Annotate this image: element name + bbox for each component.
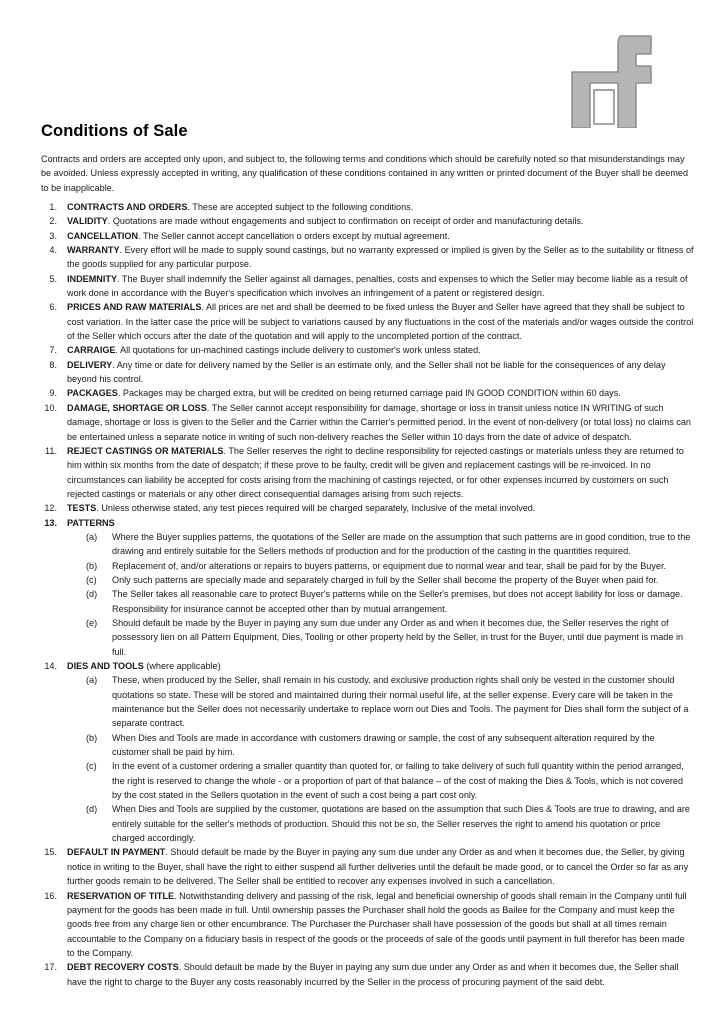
- df-monogram-icon: [566, 28, 658, 128]
- term-text: . Notwithstanding delivery and passing of the risk, legal and beneficial ownership of goods shall remain in the Company until full payment for the goods has been made in full. Until ownership passes the Purchaser shall hold the goods as Bailee for the Company and must keep the goods free from any charge lien or other encumbrance. The Purchaser the Purchaser shall have possession of the goods but shall at all times remain accountable to the Company on a fiduciary basis in respect of the goods or the proceeds of sale of the goods until payment in full therefor has been made to the Company.: [67, 890, 687, 958]
- term-subitem-letter: (d): [86, 589, 98, 600]
- term-text: . Should default be made by the Buyer in paying any sum due under any Order as and when it becomes due, the Seller shall have the right to charge to the Buyer any costs reasonably incurred by the Seller in the process of procuring payment of the said debt.: [67, 962, 679, 987]
- term-body: [67, 845, 694, 888]
- term-heading: DIES AND TOOLS: [67, 661, 144, 671]
- term-item: [41, 300, 694, 343]
- term-heading: CONTRACTS AND ORDERS: [67, 202, 188, 212]
- term-item: [41, 343, 694, 357]
- term-text: (where applicable): [143, 661, 221, 671]
- term-heading: PRICES AND RAW MATERIALS: [67, 302, 202, 313]
- term-subitem-letter: (b): [86, 560, 98, 571]
- term-body: [67, 229, 694, 243]
- term-body: [67, 200, 694, 214]
- term-item: [41, 200, 694, 214]
- term-number: 7.: [49, 345, 57, 356]
- term-subitem-letter: (e): [86, 617, 98, 628]
- term-item: [41, 889, 694, 961]
- page-title: Conditions of Sale: [41, 122, 188, 140]
- term-number: 13.: [44, 517, 57, 528]
- term-item: [41, 386, 694, 400]
- term-text: . Every effort will be made to supply sound castings, but no warranty expressed or implied is given by the Seller as to the suitability or fitness of the goods supplied for any particular purpose.: [67, 245, 694, 270]
- term-subitem-text: The Seller takes all reasonable care to protect Buyer's patterns while on the Seller's premises, but does not accept liability for loss or damage. Responsibility for insurance cannot be accepted other than by mutual arrangement.: [112, 589, 683, 614]
- term-number: 1.: [49, 202, 57, 212]
- term-number: 8.: [49, 359, 57, 370]
- term-subitem-letter: (a): [86, 531, 98, 542]
- term-item: [41, 229, 694, 243]
- term-subitem-letter: (b): [86, 732, 98, 743]
- term-text: . All prices are net and shall be deemed to be fixed unless the Buyer and Seller have agreed that they shall be subject to cost variation. In the latter case the price will be subject to variations caused by any fluctuations in the cost of the materials and/or wages outside the control of the Seller which occurs after the date of the quotation and will apply to the uncompleted portion of the contract.: [67, 302, 694, 342]
- term-subitem-text: When Dies and Tools are supplied by the customer, quotations are based on the assumption that such Dies & Tools are true to drawing, and are entirely suitable for the seller's methods of production. Should this not be so, the Seller reserves the right to amend his quotation or price charged accordingly.: [112, 804, 690, 844]
- term-body: [67, 501, 694, 515]
- term-text: . These are accepted subject to the following conditions.: [187, 202, 414, 212]
- term-body: [67, 444, 694, 501]
- term-body: [67, 343, 694, 357]
- term-heading: DELIVERY: [67, 359, 113, 370]
- term-text: . The Seller cannot accept responsibility for damage, shortage or loss in transit unless notice IN WRITING of such damage, shortage or loss is given to the Seller and the Carrier within the Carrier's permitted period. In the event of non-delivery (or total loss) no claims can be entertained unless a separate notice in writing of such non-delivery reaches the Seller within 10 days from the date of advice of despatch.: [67, 402, 691, 442]
- term-number: 2.: [49, 216, 57, 227]
- term-subitem: [86, 559, 694, 573]
- term-item: [41, 272, 694, 301]
- term-subitem-text: When Dies and Tools are made in accordance with customers drawing or sample, the cost of any subsequent alteration required by the customer shall be paid by him.: [112, 732, 655, 758]
- company-logo: [566, 28, 658, 128]
- term-number: 16.: [44, 890, 57, 901]
- term-heading: WARRANTY: [67, 245, 120, 256]
- term-number: 15.: [44, 847, 57, 858]
- term-text: . Any time or date for delivery named by the Seller is an estimate only, and the Seller shall not be liable for the consequences of any delay beyond his control.: [67, 359, 666, 385]
- term-heading: DEBT RECOVERY COSTS: [67, 962, 179, 973]
- term-subitem-text: These, when produced by the Seller, shall remain in his custody, and exclusive production rights shall only be vested in the customer should quotations so state. These will be stored and maintained during their normal useful life, at the seller expense. Every care will be taken in the maintenance but the Seller does not necessarily undertake to replace worn out Dies and Tools. The payment for Dies shall form the subject of a separate contract.: [112, 675, 689, 729]
- term-subitem: [86, 759, 694, 802]
- term-text: . Unless otherwise stated, any test pieces required will be charged separately, Inclusive of the metal involved.: [96, 503, 536, 514]
- term-body: [67, 214, 694, 228]
- term-text: . Packages may be charged extra, but will be credited on being returned carriage paid IN GOOD CONDITION within 60 days.: [117, 388, 621, 399]
- term-body: [67, 386, 694, 400]
- term-subitem-text: In the event of a customer ordering a smaller quantity than quoted for, or failing to take delivery of such full quantity within the period arranged, the right is reserved to change the whole - or a proportion of part of that balance – of the cost of making the Dies & Tools, which is not covered by the cost stated in the Sellers quotation in the event of such a cost being a part cost only.: [112, 761, 684, 801]
- term-body: [67, 272, 694, 301]
- term-subitem: [86, 802, 694, 845]
- term-heading: TESTS: [67, 503, 97, 514]
- term-subitem-text: Replacement of, and/or alterations or repairs to buyers patterns, or equipment due to normal wear and tear, shall be paid for by the Buyer.: [112, 560, 667, 571]
- term-heading: DAMAGE, SHORTAGE OR LOSS: [67, 402, 207, 413]
- term-number: 12.: [44, 503, 57, 514]
- term-body: [67, 659, 694, 673]
- term-subitem: [86, 573, 694, 587]
- term-text: . Quotations are made without engagements and subject to confirmation on receipt of order and manufacturing details.: [107, 216, 584, 227]
- terms-list: [41, 200, 694, 989]
- term-subitem-letter: (c): [86, 574, 97, 585]
- term-body: [67, 300, 694, 343]
- term-text: . The Buyer shall indemnify the Seller against all damages, penalties, costs and expenses to which the Seller may become liable as a result of work done in accordance with the Buyer's specification which involves an infringement of a patent or registered design.: [67, 273, 688, 299]
- term-text: . The Seller reserves the right to decline responsibility for rejected castings or materials unless they are returned to him within six months from the date of despatch; if these prove to be faulty, credit will be given and replacement castings will be re-invoiced. In no circumstances can liability be accepted for costs arising from the machining of castings rejected, or for other expenses incurred by customers on such rejected castings or materials or any other direct consequential damages arising from such rejects.: [67, 445, 684, 499]
- term-number: 4.: [49, 245, 57, 256]
- term-body: [67, 401, 694, 444]
- term-item: [41, 358, 694, 387]
- term-subitem: [86, 673, 694, 730]
- term-number: 11.: [45, 445, 57, 456]
- term-subitem-text: Where the Buyer supplies patterns, the quotations of the Seller are made on the assumption that such patterns are in good condition, true to the drawing and entirely suitable for the Sellers methods of production and for the production of the casting in the quantities required.: [112, 531, 691, 557]
- term-item: [41, 960, 694, 989]
- term-heading: REJECT CASTINGS OR MATERIALS: [67, 445, 224, 456]
- term-number: 5.: [49, 273, 57, 284]
- term-subitem-letter: (a): [86, 675, 98, 686]
- term-number: 9.: [49, 388, 57, 399]
- term-subitem-text: Should default be made by the Buyer in paying any sum due under any Order as and when it becomes due, the Seller reserves the right of possessory lien on all Pattern Equipment, Dies, Tooling or other property held by the Seller, in trust for the Buyer, until due payment is made in full.: [112, 617, 684, 657]
- term-number: 14.: [44, 661, 57, 671]
- intro-paragraph: Contracts and orders are accepted only upon, and subject to, the following terms and conditions which should be carefully noted so that misunderstandings may be avoided. Unless expressly accepted in writing, any qualification of these conditions contained in any written or printed document of the Buyer shall be deemed to be inapplicable.: [41, 154, 689, 193]
- term-heading: RESERVATION OF TITLE: [67, 890, 175, 901]
- term-item: [41, 659, 694, 673]
- term-body: [67, 516, 694, 530]
- term-heading: INDEMNITY: [67, 273, 118, 284]
- term-body: [67, 960, 694, 989]
- term-subitem-text: Only such patterns are specially made and separately charged in full by the Seller shall become the property of the Buyer when paid for.: [112, 574, 659, 585]
- term-body: [67, 243, 694, 272]
- term-number: 17.: [44, 962, 57, 973]
- term-item: [41, 516, 694, 530]
- term-text: . The Seller cannot accept cancellation o orders except by mutual agreement.: [138, 230, 450, 241]
- term-item: [41, 243, 694, 272]
- term-number: 10.: [44, 402, 57, 413]
- term-subitem-letter: (c): [86, 761, 97, 772]
- term-heading: CANCELLATION: [67, 230, 139, 241]
- term-heading: PACKAGES: [67, 388, 118, 399]
- term-number: 6.: [49, 302, 57, 313]
- term-heading: PATTERNS: [67, 517, 115, 528]
- term-text: . All quotations for un-machined castings include delivery to customer's work unless stated.: [115, 345, 481, 356]
- term-text: . Should default be made by the Buyer in paying any sum due under any Order as and when it becomes due, the Seller, by giving notice in writing to the Buyer, shall have the right to either suspend all further deliveries until the default be made good, or to cancel the Order so far as any further goods remain to be delivered. The Seller shall be entitled to recover any expenses involved in such a cancellation.: [67, 847, 689, 887]
- term-body: [67, 889, 694, 961]
- term-item: [41, 214, 694, 228]
- term-subitem: [86, 530, 694, 559]
- term-item: [41, 845, 694, 888]
- term-number: 3.: [49, 230, 57, 241]
- term-heading: CARRAIGE: [67, 345, 116, 356]
- term-subitem: [86, 731, 694, 760]
- term-body: [67, 358, 694, 387]
- term-item: [41, 444, 694, 501]
- term-heading: VALIDITY: [67, 216, 108, 227]
- term-subitem-letter: (d): [86, 804, 98, 815]
- term-item: [41, 501, 694, 515]
- term-subitem: [86, 616, 694, 659]
- term-item: [41, 401, 694, 444]
- term-heading: DEFAULT IN PAYMENT: [67, 847, 166, 858]
- term-subitem: [86, 587, 694, 616]
